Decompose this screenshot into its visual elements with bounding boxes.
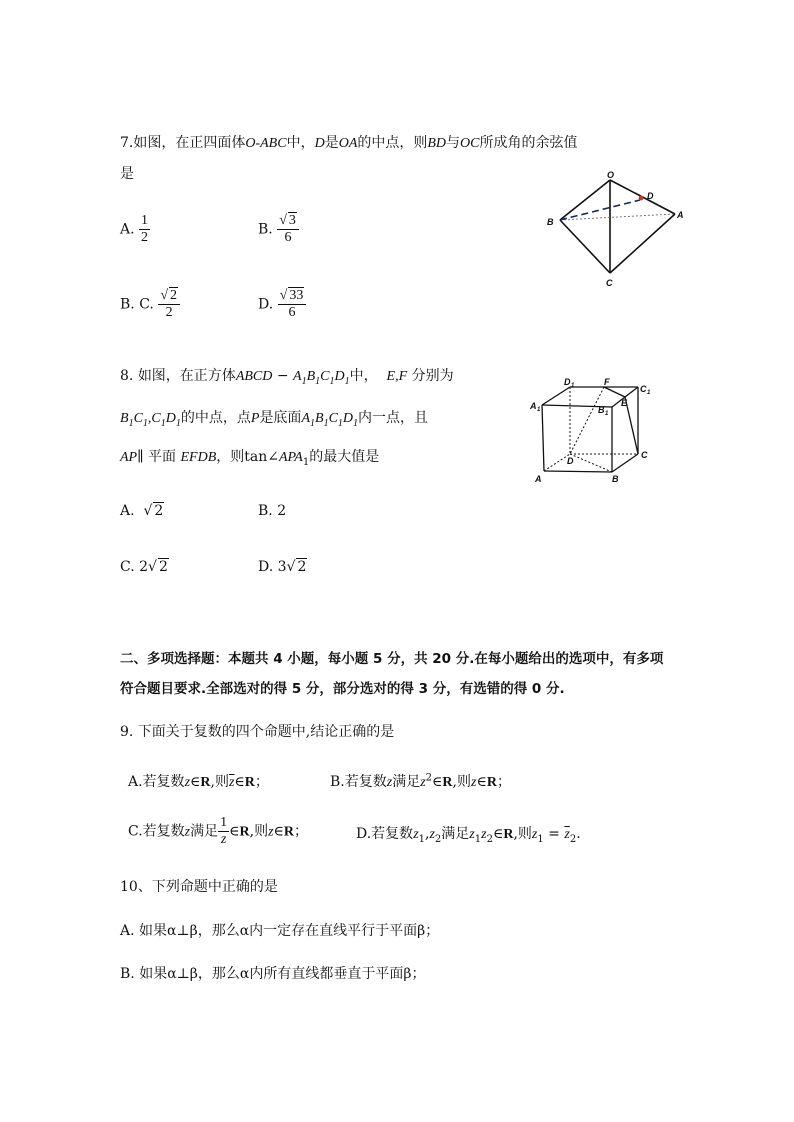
svg-text:1: 1 [647, 390, 651, 396]
svg-text:A: A [535, 474, 542, 484]
svg-text:B: B [598, 405, 605, 415]
svg-text:B: B [547, 217, 554, 227]
q9-option-b: B.若复数z满足$z^2\in R$,则z∈R； [330, 772, 511, 790]
fraction: $\frac{√ 33}{6}$ [278, 288, 307, 321]
q9-title: 9. 下面关于复数的四个命题中,结论正确的是 [120, 724, 395, 740]
fraction: $\frac{√ 3}{6}$ [277, 213, 299, 246]
svg-text:D: D [564, 378, 571, 387]
svg-text:1: 1 [605, 411, 609, 417]
svg-text:D: D [567, 456, 574, 466]
svg-text:C: C [640, 384, 647, 394]
q8-stem-line2: $B_1C_1,C_1D_1$的中点，点P是底面$A_1B_1C_1D_1$内一点，且 [120, 410, 429, 429]
section2-heading-line1: 二、多项选择题：本题共 4 小题，每小题 5 分，共 20 分.在每小题给出的选项中，有多项 [120, 651, 664, 667]
svg-text:E: E [621, 398, 628, 408]
svg-text:C: C [641, 450, 648, 460]
q10-title: 10、下列命题中正确的是 [120, 879, 278, 895]
svg-text:C: C [606, 278, 613, 288]
fraction: $\frac{1}{z}$ [220, 815, 228, 848]
q10-option-b: B. 如果α⊥β，那么α内所有直线都垂直于平面β； [120, 966, 426, 982]
svg-text:A: A [530, 401, 537, 411]
q7-stem-line1: 7.如图，在正四面体O-ABC中，D是OA的中点，则BD与OC所成角的余弦值 [120, 135, 578, 151]
q10-option-a: A. 如果α⊥β，那么α内一定存在直线平行于平面β； [120, 923, 440, 939]
section2-heading-line2: 符合题目要求.全部选对的得 5 分，部分选对的得 3 分，有选错的得 0 分. [120, 681, 565, 697]
svg-text:1: 1 [537, 407, 541, 413]
svg-text:1: 1 [571, 383, 575, 389]
q8-option-d: D. 3√ 2 [258, 559, 307, 575]
q8-stem-line1: 8. 如图，在正方体ABCD − $A_1B_1C_1D_1$中， E,F 分别为 [120, 368, 454, 387]
q8-option-a: A. √ 2 [120, 503, 164, 519]
tetrahedron-figure [540, 170, 700, 290]
svg-text:F: F [604, 378, 610, 387]
q7-option-d: D. $\frac{√ 33}{6}$ [258, 288, 306, 321]
q8-option-b: B. 2 [258, 503, 287, 519]
svg-text:A: A [677, 210, 684, 220]
q7-option-a: A. $\frac{1}{2}$ [120, 213, 149, 246]
q9-option-d: D.若复数$z_1,z_2$满足$z_1z_2\in R$,则$z_1 = \overline{z}_2$. [356, 826, 581, 845]
fraction: $\frac{1}{2}$ [141, 213, 149, 246]
q7-stem-line2: 是 [120, 166, 134, 182]
svg-text:D: D [647, 191, 654, 201]
q8-option-c: C. 2√ 2 [120, 559, 168, 575]
q7-option-c: B. C. $\frac{√ 2}{2}$ [120, 288, 180, 321]
svg-text:O: O [607, 170, 615, 180]
q8-stem-line3: AP∥ 平面 EFDB，则$\tan\angle APA_1$的最大值是 [120, 449, 380, 468]
fraction: $\frac{√ 2}{2}$ [158, 288, 180, 321]
q7-option-b: B. $\frac{√ 3}{6}$ [258, 213, 299, 246]
q9-option-a: A.若复数z∈R,则$\overline{z}\in R$； [128, 774, 269, 790]
cube-figure [528, 378, 668, 486]
svg-text:B: B [612, 474, 619, 484]
q9-option-c: C.若复数z满足 $\frac{1}{z}$ ∈R,则z∈R； [128, 815, 309, 848]
